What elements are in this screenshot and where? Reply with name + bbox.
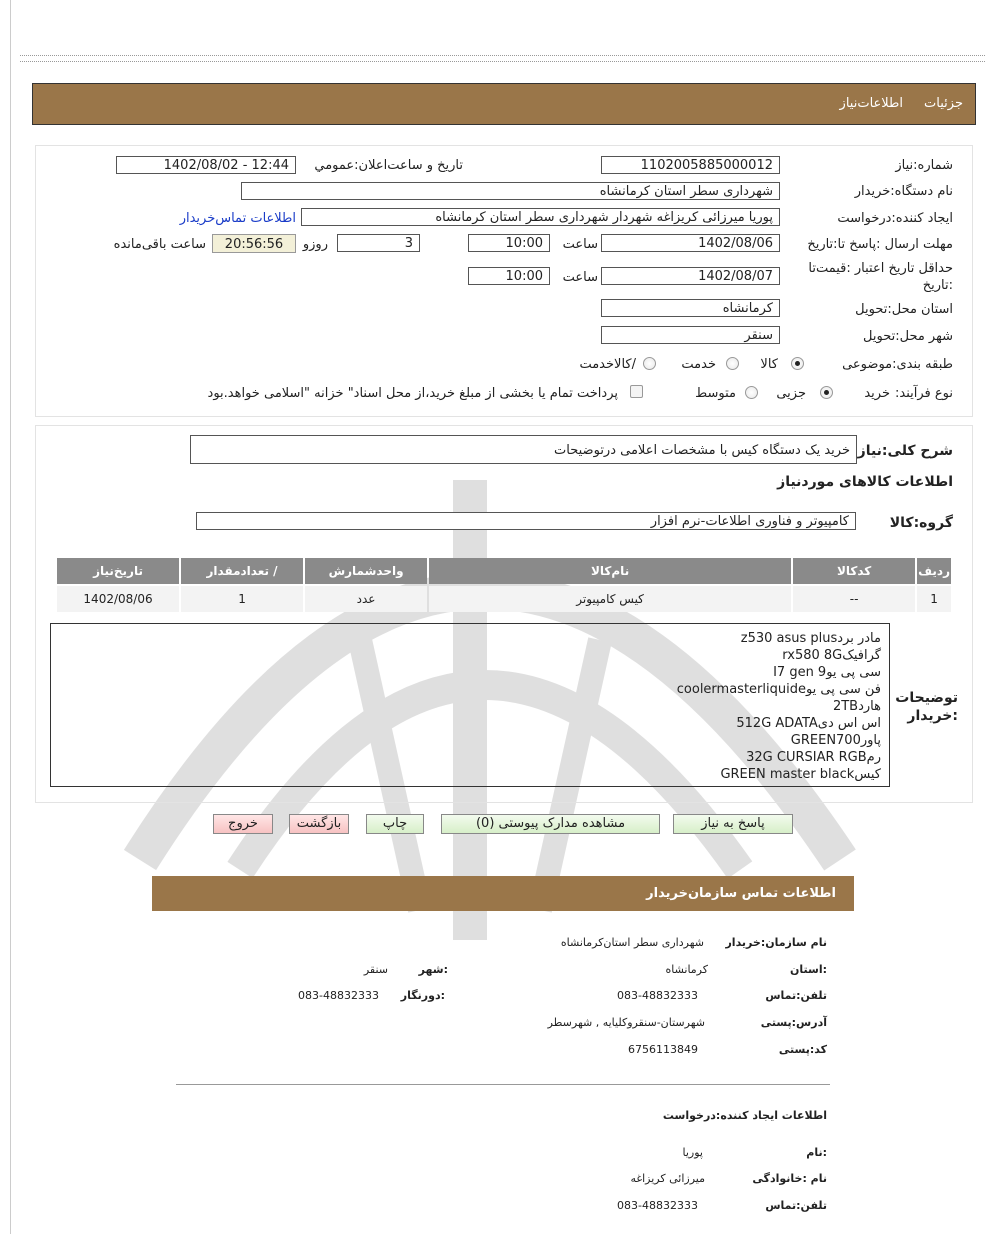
reply-button[interactable]: پاسخ به نیاز [673, 814, 793, 834]
city-label: شهر محل:تحویل [863, 329, 953, 344]
table-row [57, 586, 951, 612]
view-docs-button[interactable]: مشاهده مدارک پیوستی (0) [441, 814, 660, 834]
fax-value: 083-48832333 [298, 989, 379, 1002]
creator-name-value: پوریا [682, 1146, 703, 1159]
header-bar [32, 83, 976, 125]
contact-section-title: اطلاعات تماس سازمان‌خریدار [646, 886, 836, 901]
city-field: سنقر [601, 326, 780, 344]
treasury-payment-text: پرداخت تمام یا بخشی از مبلغ خرید،از محل اسناد" خزانه "اسلامی خواهد.بود [207, 386, 618, 401]
remaining-label: ساعت باقی‌مانده [113, 237, 206, 252]
validity-date-field: 1402/08/07 [601, 267, 780, 285]
print-button[interactable]: چاپ [366, 814, 424, 834]
cell-date: 1402/08/06 [57, 586, 179, 612]
category-radio-goods[interactable] [791, 357, 804, 370]
contact-phone-value: 083-48832333 [617, 989, 698, 1002]
category-radio-service[interactable] [726, 357, 739, 370]
fax-label: :دورنگار [400, 989, 445, 1002]
postal-label: کد:پستی [778, 1043, 827, 1056]
description-line: هارد2TB [832, 699, 881, 714]
process-option-minor: جزیی [776, 386, 806, 401]
days-field: 3 [337, 234, 420, 252]
contact-city-label: :شهر [418, 963, 448, 976]
buyer-label: نام دستگاه:خریدار [854, 184, 953, 199]
creator-name-label: :نام [806, 1146, 827, 1159]
section-divider [176, 1084, 830, 1085]
process-prefix: خرید [864, 386, 890, 401]
days-label: روزو [302, 237, 328, 252]
goods-info-heading: اطلاعات کالاهای موردنیاز [777, 474, 953, 490]
cell-name: کیس کامپیوتر [429, 586, 791, 612]
creator-family-label: نام :خانوادگی [752, 1172, 827, 1185]
buyer-field: شهرداری سطر استان کرمانشاه [241, 182, 780, 200]
summary-label: شرح کلی:نیاز [857, 443, 953, 459]
description-line: پاورGREEN700 [790, 733, 881, 748]
validity-time-label: ساعت [562, 270, 598, 285]
contact-province-label: :استان [790, 963, 827, 976]
province-label: استان محل:تحویل [855, 302, 953, 317]
description-line: مادر بردz530 asus plus [740, 631, 881, 646]
deadline-label: مهلت ارسال :پاسخ تا:تاریخ [807, 237, 953, 252]
process-label: نوع فرآیند: [895, 386, 953, 401]
category-option-service: خدمت [681, 357, 716, 372]
description-box [50, 623, 890, 787]
description-label: توضیحات [895, 690, 958, 706]
category-label: طبقه بندی:موضوعی [842, 357, 953, 372]
creator-label: ایجاد کننده:درخواست [837, 211, 953, 226]
category-option-goods: کالا [760, 357, 778, 372]
treasury-payment-checkbox[interactable] [630, 385, 643, 398]
creator-family-value: میرزائی کریزاغه [630, 1172, 705, 1185]
goods-table [55, 556, 953, 614]
deadline-time-field: 10:00 [468, 234, 550, 252]
contact-phone-label: تلفن:تماس [765, 989, 827, 1002]
process-option-medium: متوسط [695, 386, 736, 401]
left-border-line [10, 0, 11, 1234]
exit-button[interactable]: خروج [213, 814, 273, 834]
buyer-contact-link[interactable]: اطلاعات تماس‌خریدار [179, 211, 296, 226]
creator-phone-value: 083-48832333 [617, 1199, 698, 1212]
announce-label: تاریخ و ساعت‌اعلان:عمومي [314, 158, 463, 173]
goods-group-field: کامپیوتر و فناوری اطلاعات-نرم افزار [196, 512, 856, 530]
description-line: رم32G CURSIAR RGB [746, 750, 881, 765]
category-option-goods-service: /کالاخدمت [579, 357, 636, 372]
cell-qty: 1 [181, 586, 303, 612]
need-number-label: شماره:نیاز [895, 158, 953, 173]
cell-row: 1 [917, 586, 951, 612]
description-line: کیسGREEN master black [720, 767, 881, 782]
org-value: شهرداری سطر استان‌کرمانشاه [560, 936, 704, 949]
need-number-field: 1102005885000012 [601, 156, 780, 174]
address-label: آدرس:پستی [760, 1016, 827, 1029]
tab-need-info[interactable]: اطلاعات‌نیاز [839, 96, 903, 111]
creator-info-title: اطلاعات ایجاد کننده:درخواست [662, 1109, 827, 1122]
province-field: کرمانشاه [601, 299, 780, 317]
remaining-timer: 20:56:56 [212, 234, 296, 253]
back-button[interactable]: بازگشت [289, 814, 349, 834]
creator-field: پوریا میرزائی کریزاغه شهردار شهرداری سطر استان کرمانشاه [301, 208, 780, 226]
description-line: اس اس دی512G ADATA [736, 716, 881, 731]
tab-details[interactable]: جزئیات [924, 96, 963, 111]
col-row: ردیف [917, 558, 951, 584]
deadline-date-field: 1402/08/06 [601, 234, 780, 252]
org-label: نام سازمان:خریدار [725, 936, 827, 949]
process-radio-minor[interactable] [820, 386, 833, 399]
description-line: سی پی یوI7 gen 9 [773, 665, 881, 680]
address-value: شهرستان-سنقروکلیایه , شهرسطر [547, 1016, 705, 1029]
contact-province-value: کرمانشاه [665, 963, 708, 976]
col-date: تاریخ‌نیاز [57, 558, 179, 584]
validity-label: حداقل تاریخ اعتبار :قیمت‌تا [808, 261, 953, 276]
col-unit: واحدشمارش [305, 558, 427, 584]
cell-unit: عدد [305, 586, 427, 612]
contact-city-value: سنقر [363, 963, 388, 976]
deadline-time-label: ساعت [562, 237, 598, 252]
creator-phone-label: تلفن:تماس [765, 1199, 827, 1212]
col-name: نام‌کالا [429, 558, 791, 584]
postal-value: 6756113849 [628, 1043, 698, 1056]
col-code: کدکالا [793, 558, 915, 584]
category-radio-goods-service[interactable] [643, 357, 656, 370]
process-radio-medium[interactable] [745, 386, 758, 399]
contact-section-header [152, 876, 854, 911]
announce-field: 1402/08/02 - 12:44 [116, 156, 296, 174]
description-line: گرافیکrx580 8G [782, 648, 881, 663]
summary-field: خرید یک دستگاه کیس با مشخصات اعلامی درتوضیحات [190, 435, 857, 464]
goods-group-label: گروه:کالا [889, 515, 953, 531]
validity-label-2: :تاریخ [922, 278, 953, 293]
description-label-2: :خریدار [907, 708, 958, 724]
top-dotted-divider [20, 55, 985, 62]
cell-code: -- [793, 586, 915, 612]
validity-time-field: 10:00 [468, 267, 550, 285]
description-line: فن سی پی یوcoolermasterliquide [676, 682, 881, 697]
col-qty: / تعدادمقدار [181, 558, 303, 584]
